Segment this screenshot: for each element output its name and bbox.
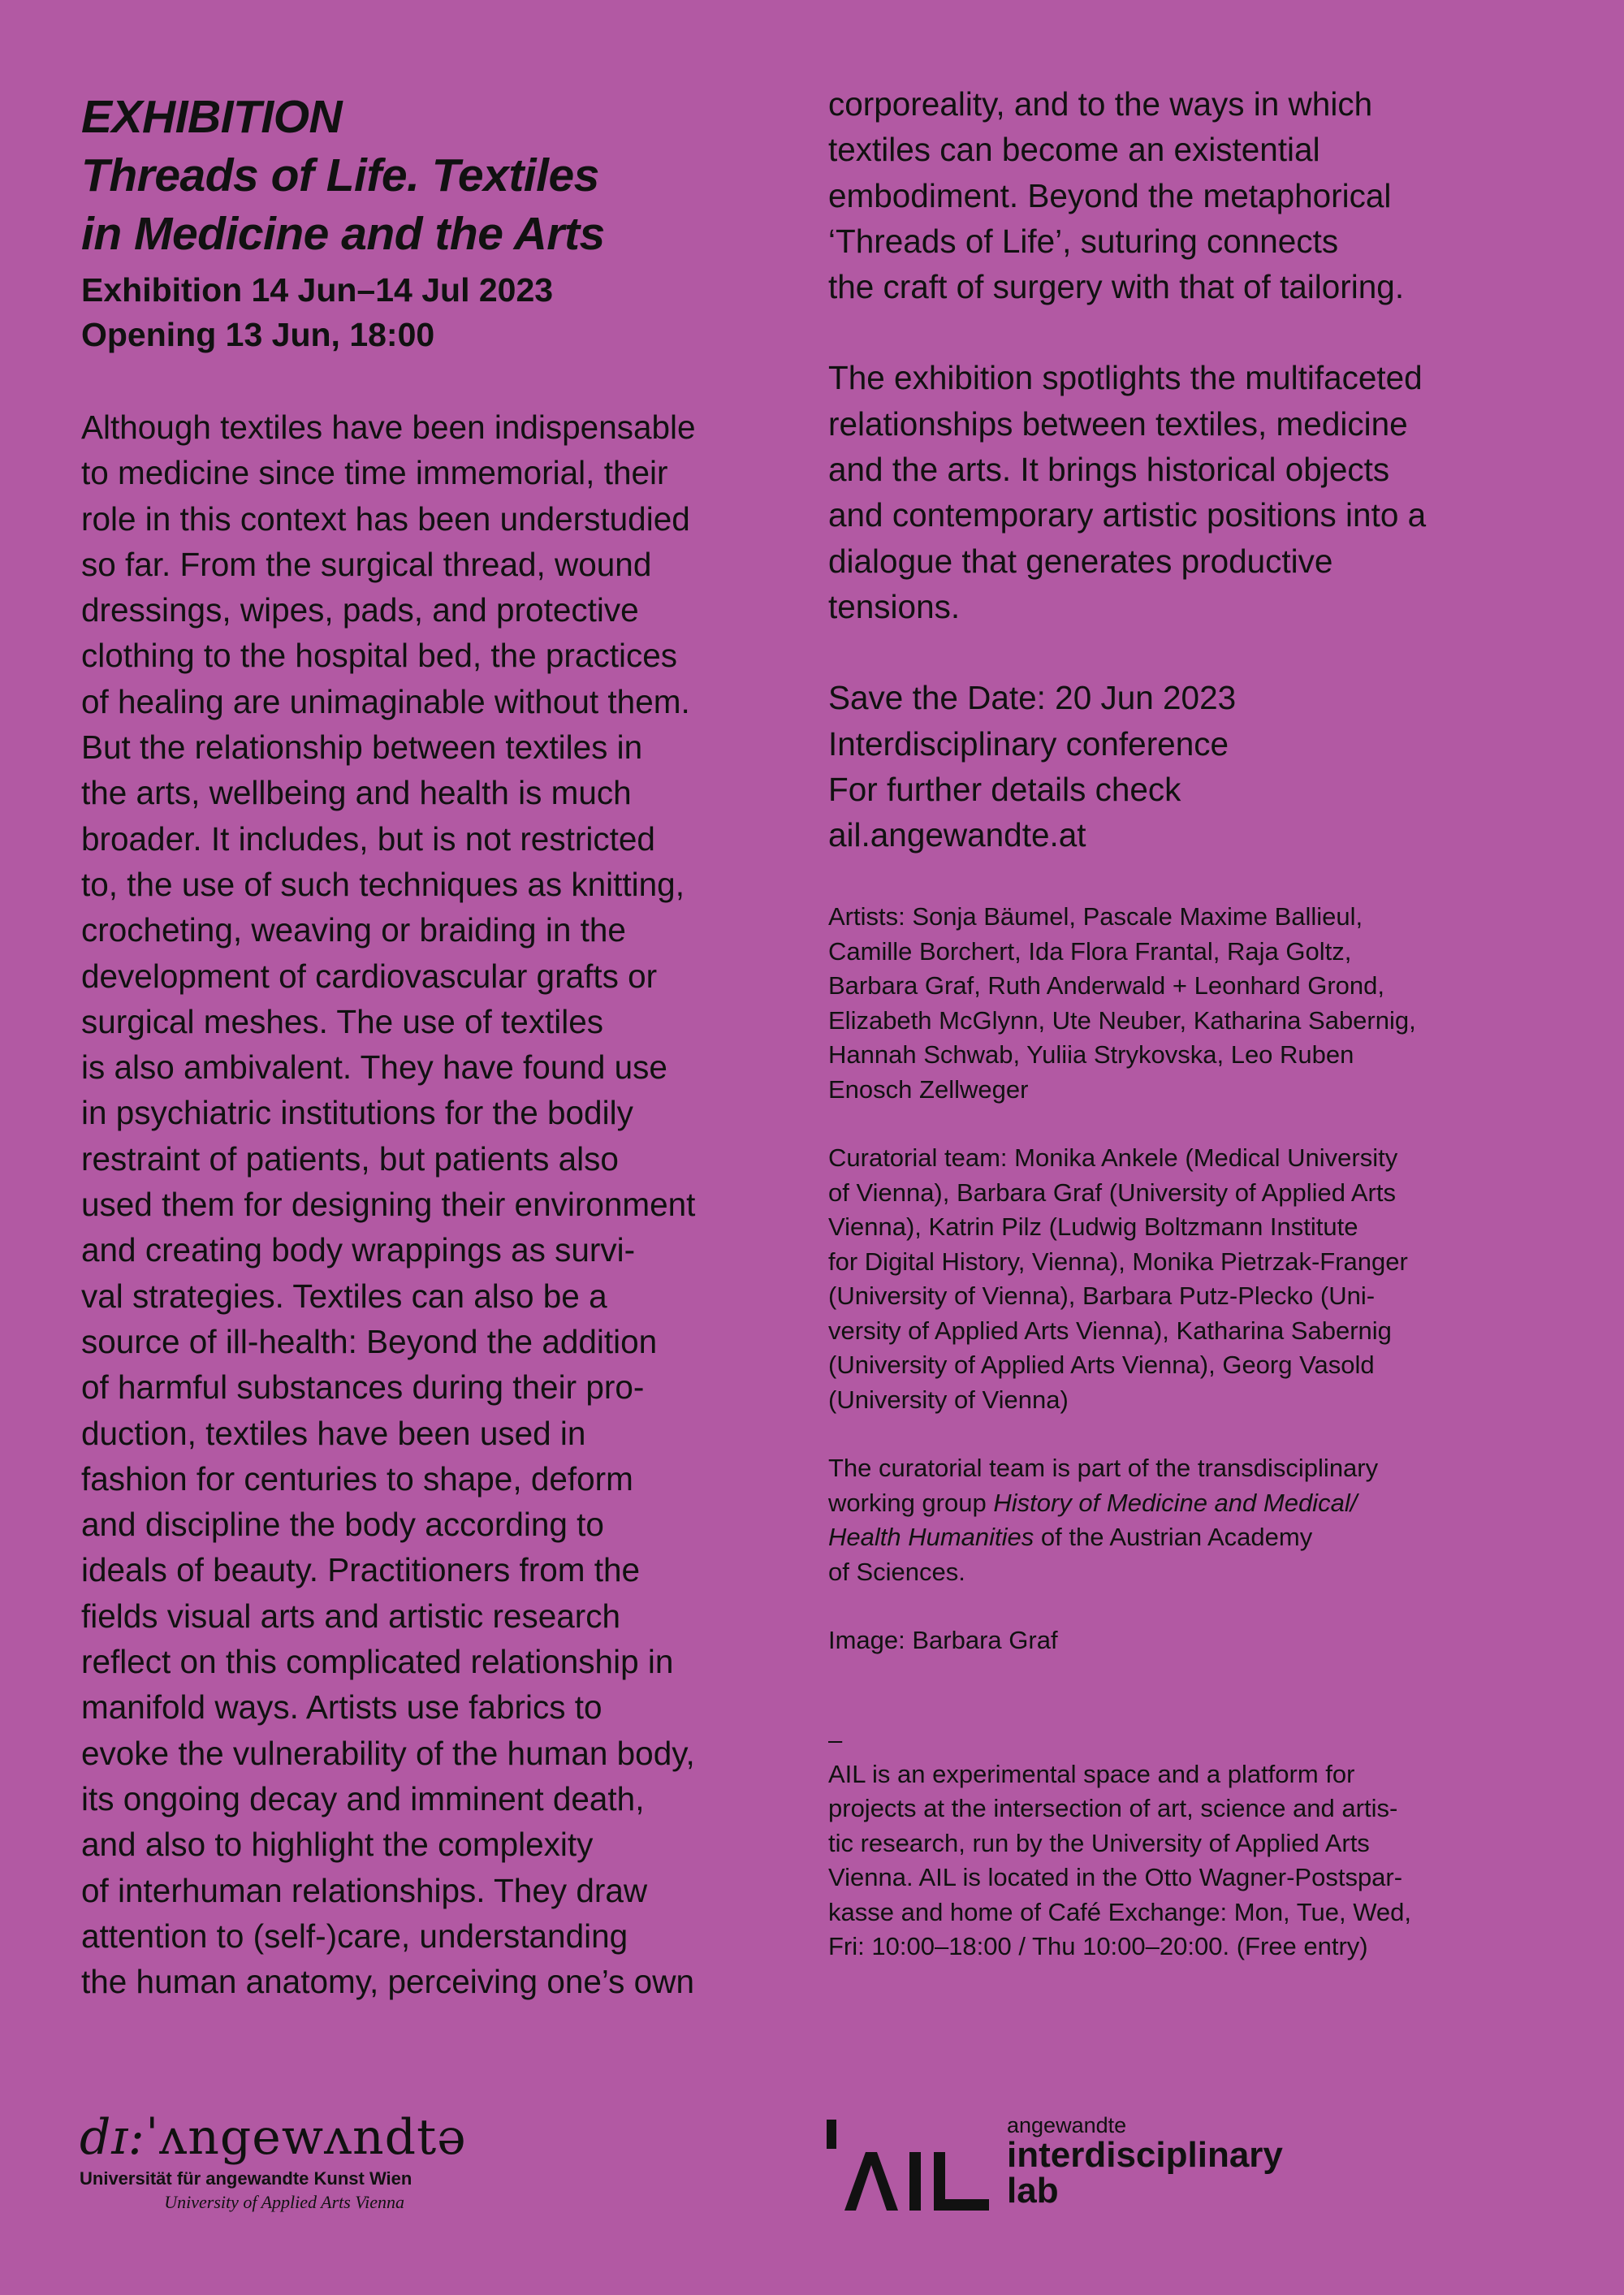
working-group-line-2 (828, 1486, 1559, 1521)
university-name-en: University of Applied Arts Vienna (164, 2192, 404, 2212)
body-line: of harmful substances during their pro- (81, 1368, 645, 1407)
body-line: reflect on this complicated relationship in (81, 1643, 674, 1681)
body-line: val strategies. Textiles can also be a (81, 1277, 607, 1315)
curatorial-line: (University of Vienna) (828, 1385, 1069, 1414)
exhibition-dates: Exhibition 14 Jun–14 Jul 2023 (81, 271, 554, 309)
body-line: broader. It includes, but is not restricted (81, 819, 655, 858)
body-line: Although textiles have been indispensable (81, 408, 696, 446)
curatorial-line: for Digital History, Vienna), Monika Pietrzak-Franger (828, 1247, 1408, 1276)
separator-dash: – (828, 1725, 843, 1754)
working-group-line-3 (828, 1520, 1559, 1555)
body-line: restraint of patients, but patients also (81, 1139, 619, 1178)
save-the-date-block (828, 675, 1559, 858)
save-date-line: Interdisciplinary conference (828, 724, 1229, 763)
body-line: to, the use of such techniques as knitting, (81, 865, 685, 903)
university-name-de: Universität für angewandte Kunst Wien (80, 2168, 412, 2189)
ail-line-2: interdisciplinary (1007, 2135, 1283, 2175)
body-line: ‘Threads of Life’, suturing connects (828, 222, 1339, 260)
artists-line: Artists: Sonja Bäumel, Pascale Maxime Ballieul, (828, 902, 1363, 931)
working-group-name-cont: Health Humanities (828, 1523, 1034, 1552)
ail-description-line: projects at the intersection of art, science and artis- (828, 1794, 1398, 1823)
working-group-name: History of Medicine and Medical/ (993, 1488, 1358, 1517)
body-line: relationships between textiles, medicine (828, 404, 1408, 443)
body-line: and contemporary artistic positions into a (828, 496, 1427, 534)
wordmark-main: ˈʌngewʌndtə (145, 2109, 467, 2166)
body-line: in psychiatric institutions for the bodily (81, 1094, 633, 1132)
ail-description-line: kasse and home of Café Exchange: Mon, Tue, Wed, (828, 1897, 1412, 1926)
body-line: and creating body wrappings as survi- (81, 1231, 636, 1269)
body-line: surgical meshes. The use of textiles (81, 1002, 604, 1040)
body-line: and discipline the body according to (81, 1506, 604, 1544)
body-line: fashion for centuries to shape, deform (81, 1459, 633, 1498)
body-line: crocheting, weaving or braiding in the (81, 911, 626, 949)
curatorial-line: (University of Vienna), Barbara Putz-Plecko (Uni- (828, 1281, 1376, 1311)
ail-description-line: tic research, run by the University of Applied Arts (828, 1828, 1370, 1857)
body-line: embodiment. Beyond the metaphorical (828, 176, 1392, 214)
body-line: attention to (self-)care, understanding (81, 1917, 628, 1955)
body-line: duction, textiles have been used in (81, 1414, 586, 1452)
body-line: fields visual arts and artistic research (81, 1597, 621, 1635)
artists-line: Elizabeth McGlynn, Ute Neuber, Katharina Sabernig, (828, 1005, 1416, 1035)
body-line: textiles can become an existential (828, 131, 1320, 169)
intro-paragraph (81, 404, 812, 2004)
ail-mark-icon (827, 2120, 993, 2215)
body-line: dressings, wipes, pads, and protective (81, 591, 639, 629)
ail-description-line: AIL is an experimental space and a platform for (828, 1759, 1355, 1788)
working-group-text: working group (828, 1488, 994, 1517)
body-line: of healing are unimaginable without them. (81, 682, 690, 720)
intro-paragraph-continued (828, 81, 1559, 309)
artists-list (828, 900, 1559, 1107)
body-line: evoke the vulnerability of the human body, (81, 1734, 695, 1772)
angewandte-logo (80, 2109, 467, 2214)
body-line: But the relationship between textiles in (81, 728, 643, 767)
body-line: is also ambivalent. They have found use (81, 1048, 667, 1087)
ail-line-3: lab (1007, 2171, 1059, 2211)
body-line: ideals of beauty. Practitioners from the (81, 1551, 641, 1589)
body-line: tensions. (828, 587, 961, 625)
body-line: so far. From the surgical thread, wound (81, 545, 652, 583)
working-group-line-4: of Sciences. (828, 1557, 965, 1586)
artists-line: Enosch Zellweger (828, 1074, 1029, 1104)
body-line: development of cardiovascular grafts or (81, 957, 658, 995)
exhibition-header (81, 88, 812, 357)
working-group-line-1: The curatorial team is part of the transdisciplinary (828, 1454, 1379, 1483)
body-line: the arts, wellbeing and health is much (81, 774, 632, 812)
working-group-note (828, 1451, 1559, 1589)
body-line: corporeality, and to the ways in which (828, 85, 1373, 123)
curatorial-line: Curatorial team: Monika Ankele (Medical University (828, 1143, 1398, 1173)
working-group-text-cont: of the Austrian Academy (1034, 1523, 1313, 1552)
artists-line: Camille Borchert, Ida Flora Frantal, Raja Goltz, (828, 936, 1352, 966)
body-line: clothing to the hospital bed, the practices (81, 637, 677, 675)
body-line: the craft of surgery with that of tailoring. (828, 268, 1405, 306)
exhibition-title-line-2: in Medicine and the Arts (81, 208, 605, 260)
body-line: its ongoing decay and imminent death, (81, 1779, 645, 1817)
body-line: and the arts. It brings historical objects (828, 451, 1390, 489)
image-credit: Image: Barbara Graf (828, 1626, 1058, 1655)
artists-line: Hannah Schwab, Yuliia Strykovska, Leo Ruben (828, 1040, 1354, 1070)
save-date-line: ail.angewandte.at (828, 816, 1086, 854)
curatorial-line: of Vienna), Barbara Graf (University of Applied Arts (828, 1178, 1396, 1207)
wordmark-prefix: dɪ: (80, 2109, 145, 2166)
body-line: the human anatomy, perceiving one’s own (81, 1963, 694, 2001)
curatorial-line: Vienna), Katrin Pilz (Ludwig Boltzmann Institute (828, 1212, 1358, 1242)
body-line: manifold ways. Artists use fabrics to (81, 1688, 603, 1727)
right-column (828, 81, 1559, 1964)
ail-description-line: Fri: 10:00–18:00 / Thu 10:00–20:00. (Free entry) (828, 1932, 1368, 1961)
ail-line-1: angewandte (1007, 2113, 1127, 2137)
ail-wordmark (1007, 2113, 1283, 2209)
spotlight-paragraph (828, 355, 1559, 629)
curatorial-team (828, 1141, 1559, 1417)
body-line: used them for designing their environment (81, 1186, 696, 1224)
body-line: and also to highlight the complexity (81, 1826, 594, 1864)
ail-description (828, 1757, 1559, 1964)
artists-line: Barbara Graf, Ruth Anderwald + Leonhard Grond, (828, 971, 1384, 1001)
save-date-line: Save the Date: 20 Jun 2023 (828, 679, 1237, 717)
body-line: source of ill-health: Beyond the addition (81, 1322, 658, 1360)
opening-date: Opening 13 Jun, 18:00 (81, 316, 435, 353)
curatorial-line: (University of Applied Arts Vienna), Georg Vasold (828, 1351, 1375, 1380)
body-line: to medicine since time immemorial, their (81, 454, 668, 492)
exhibition-label: EXHIBITION (81, 91, 343, 143)
angewandte-wordmark (80, 2109, 467, 2166)
left-column (81, 88, 812, 2004)
exhibition-title-line-1: Threads of Life. Textiles (81, 149, 599, 201)
curatorial-line: versity of Applied Arts Vienna), Katharina Sabernig (828, 1316, 1392, 1345)
save-date-line: For further details check (828, 770, 1181, 808)
body-line: The exhibition spotlights the multifaceted (828, 359, 1423, 397)
body-line: role in this context has been understudied (81, 499, 690, 538)
body-line: dialogue that generates productive (828, 542, 1333, 580)
ail-description-line: Vienna. AIL is located in the Otto Wagner-Postspar- (828, 1863, 1403, 1892)
body-line: of interhuman relationships. They draw (81, 1871, 648, 1909)
